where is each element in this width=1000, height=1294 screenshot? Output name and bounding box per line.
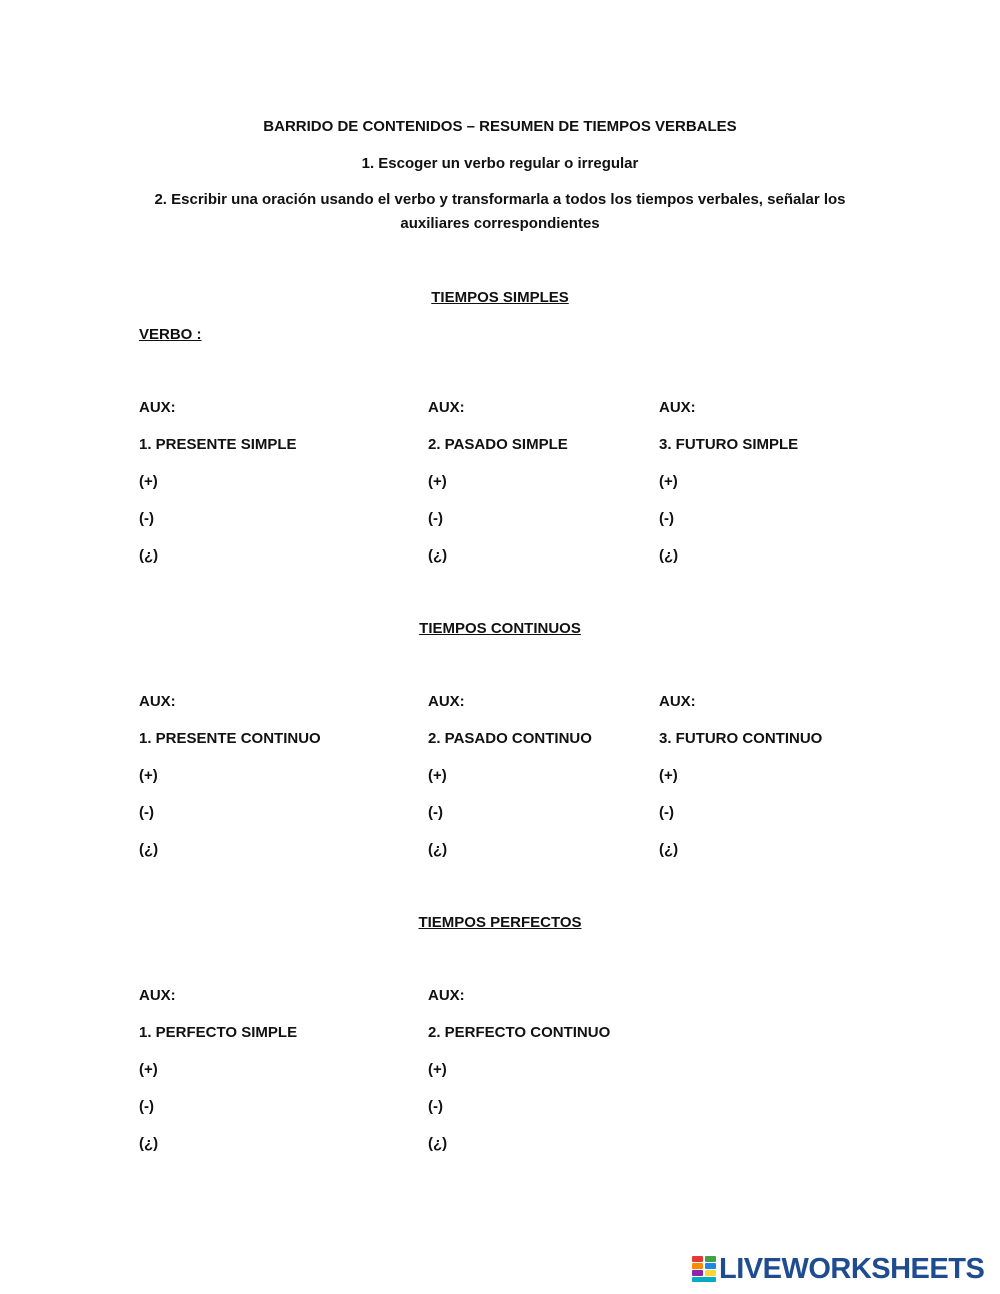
negative-label: (-) xyxy=(659,804,674,821)
liveworksheets-logo-icon xyxy=(692,1256,716,1282)
question-label: (¿) xyxy=(139,1135,159,1152)
aux-label: AUX: xyxy=(428,399,465,416)
negative-label: (-) xyxy=(428,804,443,821)
question-label: (¿) xyxy=(139,547,159,564)
aux-label: AUX: xyxy=(659,693,696,710)
affirmative-label: (+) xyxy=(428,1061,447,1078)
affirmative-label: (+) xyxy=(139,1061,158,1078)
question-label: (¿) xyxy=(428,547,448,564)
negative-label: (-) xyxy=(139,1098,154,1115)
affirmative-label: (+) xyxy=(659,767,678,784)
negative-label: (-) xyxy=(139,804,154,821)
liveworksheets-logo-text: LIVEWORKSHEETS xyxy=(719,1253,985,1285)
aux-label: AUX: xyxy=(659,399,696,416)
question-label: (¿) xyxy=(428,841,448,858)
aux-label: AUX: xyxy=(139,399,176,416)
tense-title-perfecto-continuo: 2. PERFECTO CONTINUO xyxy=(428,1024,611,1041)
liveworksheets-logo xyxy=(692,1254,984,1284)
tense-title-pasado-simple: 2. PASADO SIMPLE xyxy=(428,436,568,453)
negative-label: (-) xyxy=(428,510,443,527)
question-label: (¿) xyxy=(659,547,679,564)
question-label: (¿) xyxy=(428,1135,448,1152)
tense-title-presente-simple: 1. PRESENTE SIMPLE xyxy=(139,436,297,453)
affirmative-label: (+) xyxy=(139,473,158,490)
tense-title-futuro-simple: 3. FUTURO SIMPLE xyxy=(659,436,799,453)
tense-title-futuro-continuo: 3. FUTURO CONTINUO xyxy=(659,730,823,747)
verbo-label: VERBO : xyxy=(139,326,202,343)
section-heading-continuos: TIEMPOS CONTINUOS xyxy=(419,620,581,637)
affirmative-label: (+) xyxy=(428,767,447,784)
worksheet-title: BARRIDO DE CONTENIDOS – RESUMEN DE TIEMPOS VERBALES xyxy=(263,118,737,135)
tense-title-pasado-continuo: 2. PASADO CONTINUO xyxy=(428,730,592,747)
question-label: (¿) xyxy=(659,841,679,858)
section-heading-perfectos: TIEMPOS PERFECTOS xyxy=(418,914,582,931)
instruction-step-2-line-2: auxiliares correspondientes xyxy=(400,215,600,232)
tense-title-presente-continuo: 1. PRESENTE CONTINUO xyxy=(139,730,321,747)
negative-label: (-) xyxy=(659,510,674,527)
instruction-step-1: 1. Escoger un verbo regular o irregular xyxy=(361,155,639,172)
section-heading-simples: TIEMPOS SIMPLES xyxy=(431,289,569,306)
aux-label: AUX: xyxy=(428,987,465,1004)
aux-label: AUX: xyxy=(139,987,176,1004)
instruction-step-2-line-1: 2. Escribir una oración usando el verbo y transformarla a todos los tiempos verbales, señalar los xyxy=(154,191,846,208)
affirmative-label: (+) xyxy=(659,473,678,490)
tense-title-perfecto-simple: 1. PERFECTO SIMPLE xyxy=(139,1024,298,1041)
affirmative-label: (+) xyxy=(428,473,447,490)
question-label: (¿) xyxy=(139,841,159,858)
affirmative-label: (+) xyxy=(139,767,158,784)
negative-label: (-) xyxy=(428,1098,443,1115)
aux-label: AUX: xyxy=(428,693,465,710)
aux-label: AUX: xyxy=(139,693,176,710)
negative-label: (-) xyxy=(139,510,154,527)
